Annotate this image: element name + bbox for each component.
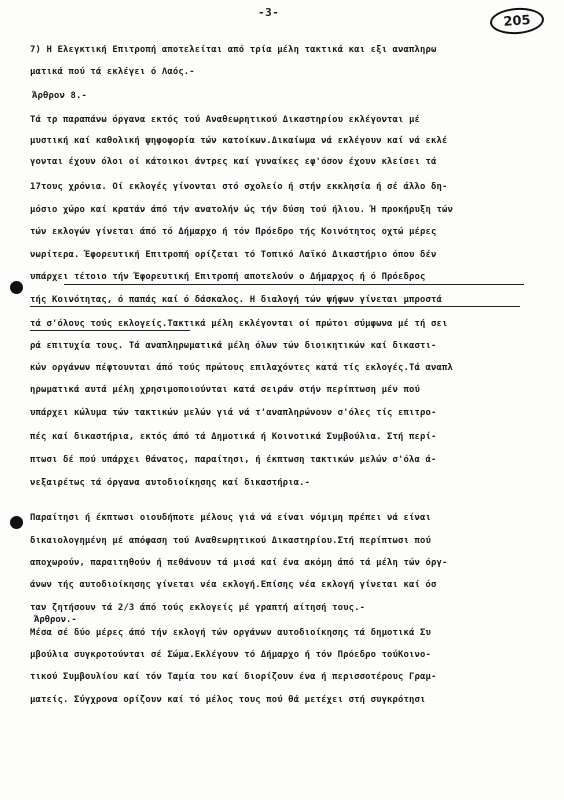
- text-line: μόσιο χώρο καί κρατάν άπό τήν ανατολήν ώς τήν δύση τού ήλιου. Ή προκήρυξη τών: [30, 205, 453, 215]
- text-line: γονται έχουν όλοι οί κάτοικοι άντρες καί γυναίκες εφ'όσον έχουν κλείσει τά: [30, 157, 437, 167]
- text-line: Παραίτησι ή έκπτωσι οιουδήποτε μέλους γιά νά είναι νόμιμη πρέπει νά είναι: [30, 513, 432, 523]
- handwritten-underline: [64, 284, 524, 285]
- text-line: μυστική καί καθολική ψηφοφορία τών κατοίκων.Δικαίωμα νά εκλέγουν καί νά εκλέ: [30, 136, 448, 146]
- text-line: τής Κοινότητας, ό παπάς καί ό δάσκαλος. Η διαλογή τών ψήφων γίνεται μπροστά: [30, 295, 442, 305]
- text-line: πές καί δικαστήρια, εκτός άπό τά Δημοτικά ή Κοινοτικά Συμβούλια. Στή περί-: [30, 432, 437, 442]
- text-line: Τά τρ παραπάνω όργανα εκτός τού Αναθεωρητικού Δικαστηρίου εκλέγονται μέ: [30, 115, 421, 125]
- text-line: τών εκλογών γίνεται άπό τό Δήμαρχο ή τόν Πρόεδρο τής Κοινότητος οχτώ μέρες: [30, 227, 437, 237]
- text-line: ρά επιτυχία τους. Τά αναπληρωματικά μέλη όλων τών διοικητικών καί δικαστι-: [30, 341, 437, 351]
- text-line: τά σ'όλους τούς εκλογείς.Τακτικά μέλη εκλέγονται οί πρώτοι σύμφωνα μέ τή σει: [30, 319, 448, 329]
- handwritten-underline: [30, 330, 190, 331]
- text-line: τικού Συμβουλίου καί τόν Ταμία του καί διορίζουν ένα ή περισσοτέρους Γραμ-: [30, 672, 437, 682]
- text-line: ματείς. Σύγχρονα ορίζουν καί τό μέλος τους πού θά μετέχει στή συγκρότησι: [30, 695, 426, 705]
- text-line: άνων τής αυτοδιοίκησης γίνεται νέα εκλογή.Επίσης νέα εκλογή γίνεται καί όσ: [30, 580, 437, 590]
- punch-hole-icon: [10, 281, 23, 294]
- page-number: -3-: [258, 6, 280, 19]
- text-line: υπάρχει κώλυμα τών τακτικών μελών γιά νά τ'αναπληρώνουν σ'όλες τίς επιτρο-: [30, 408, 437, 418]
- handwritten-page-stamp: 205: [489, 6, 545, 36]
- text-line: ηρωματικά αυτά μέλη χρησιμοποιούνται κατά σειράν στήν περίπτωση μέν πού: [30, 385, 421, 395]
- text-line: δικαιολογημένη μέ απόφαση τού Αναθεωρητικού Δικαστηρίου.Στή περίπτωσι πού: [30, 536, 432, 546]
- text-line: Μέσα σέ δύο μέρες άπό τήν εκλογή τών οργάνων αυτοδιοίκησης τά δημοτικά Συ: [30, 628, 432, 638]
- text-line: πτωσι δέ πού υπάρχει θάνατος, παραίτησι, ή έκπτωση τακτικών μελών σ'όλα ά-: [30, 455, 437, 465]
- article-heading: Άρθρον 8.-: [32, 91, 87, 101]
- text-line: 7) Η Ελεγκτική Επιτροπή αποτελείται από τρία μέλη τακτικά και εξι αναπληρω: [30, 45, 437, 55]
- text-line: αποχωρούν, παραιτηθούν ή πεθάνουν τά μισά καί ένα ακόμη άπό τά μέλη τών όργ-: [30, 558, 448, 568]
- text-line: νεξαιρέτως τά όργανα αυτοδιοίκησης καί δικαστήρια.-: [30, 478, 311, 488]
- text-line: κών οργάνων πέφτουνται άπό τούς πρώτους επιλαχόντες κατά τίς εκλογές.Τά αναπλ: [30, 363, 453, 373]
- handwritten-underline: [30, 306, 520, 307]
- text-line: ταν ζητήσουν τά 2/3 άπό τούς εκλογείς μέ γραπτή αίτησή τους.-: [30, 603, 366, 613]
- text-line: ματικά πού τά εκλέγει ό Λαός.-: [30, 67, 195, 77]
- text-line: μβούλια συγκροτούνται σέ Σώμα.Εκλέγουν τό Δήμαρχο ή τόν Πρόεδρο τούΚοινο-: [30, 650, 432, 660]
- text-line: 17τους χρόνια. Οί εκλογές γίνονται στό σχολείο ή στήν εκκλησία ή σέ άλλο δη-: [30, 182, 448, 192]
- text-line: υπάρχει τέτοιο τήν Έφορευτική Επιτροπή αποτελούν ο Δήμαρχος ή ό Πρόεδρος: [30, 272, 426, 282]
- text-line: νωρίτερα. Έφορευτική Επιτροπή ορίζεται τό Τοπικό Λαϊκό Δικαστήριο όπου δέν: [30, 250, 437, 260]
- article-heading: Άρθρον.-: [34, 615, 77, 625]
- punch-hole-icon: [10, 516, 23, 529]
